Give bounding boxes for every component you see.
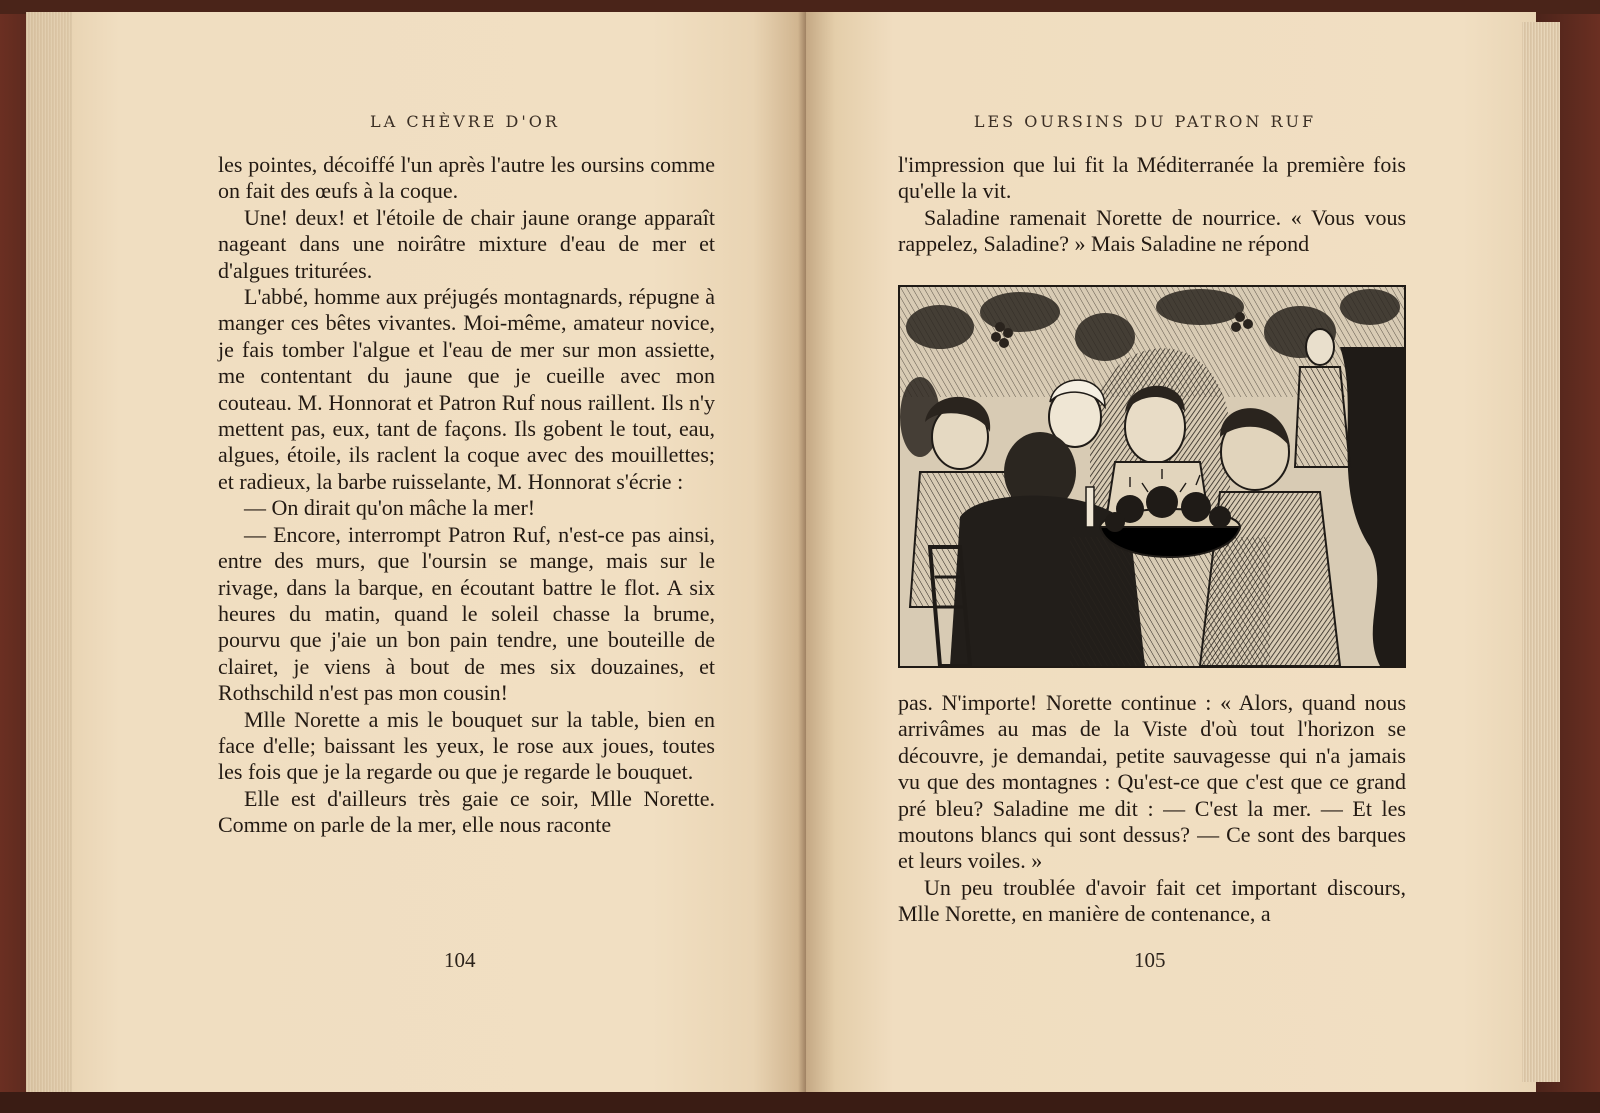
- right-paragraph: Un peu troublée d'avoir fait cet important discours, Mlle Norette, en manière de contenance, a: [898, 874, 1406, 927]
- right-page-edges: [1522, 22, 1560, 1082]
- left-paragraph: — On dirait qu'on mâche la mer!: [244, 495, 536, 521]
- left-paragraph: Une! deux! et l'étoile de chair jaune orange apparaît nageant dans une noirâtre mixture d'eau de mer et d'algues triturées.: [218, 204, 715, 283]
- left-paragraph: — Encore, interrompt Patron Ruf, n'est-ce pas ainsi, entre des murs, que l'oursin se mange, mais sur le rivage, dans la barque, en écoutant battre le flot. A six heures du matin, quand le soleil chasse la brume, pourvu que j'aie un bon pain tendre, une bouteille de clairet, je viens à bout de mes six douzaines, et Rothschild n'est pas mon cousin!: [218, 521, 715, 706]
- right-text-block-bottom: [898, 690, 1406, 928]
- right-paragraph: Saladine ramenait Norette de nourrice. « Vous vous rappelez, Saladine? » Mais Saladine ne répond: [898, 204, 1406, 257]
- engraving-illustration: [898, 285, 1406, 668]
- right-text-block-top: [898, 152, 1406, 258]
- left-running-head: LA CHÈVRE D'OR: [370, 112, 560, 131]
- left-paragraph: L'abbé, homme aux préjugés montagnards, répugne à manger ces bêtes vivantes. Moi-même, amateur novice, je fais tomber l'algue et l'eau de mer sur mon assiette, me contentant du jaune que je cueille avec mon couteau. M. Honnorat et Patron Ruf nous raillent. Ils n'y mettent pas, eux, tant de façons. Ils gobent le tout, eau, algues, étoile, ils raclent la coque avec des mouillettes; et radieux, la barbe ruisselante, M. Honnorat s'écrie :: [218, 284, 715, 494]
- left-page-edges: [26, 12, 72, 1092]
- right-paragraph: pas. N'importe! Norette continue : « Alors, quand nous arrivâmes au mas de la Viste d'où tout l'horizon se découvre, je demandai, petite sauvagesse qui n'a jamais vu que des montagnes : Qu'est-ce que c'est que ce grand pré bleu? Saladine me dit : — C'est la mer. — Et les moutons blancs qui sont dessus? — Ce sont des barques et leurs voiles. »: [898, 690, 1406, 874]
- right-paragraph: l'impression que lui fit la Méditerranée la première fois qu'elle la vit.: [898, 152, 1406, 204]
- left-paragraph: Elle est d'ailleurs très gaie ce soir, Mlle Norette. Comme on parle de la mer, elle nous raconte: [218, 785, 715, 838]
- cover-edge-bottom: [0, 1092, 1600, 1113]
- left-paragraph: Mlle Norette a mis le bouquet sur la table, bien en face d'elle; baissant les yeux, le rose aux joues, toutes les fois que je la regarde ou que je regarde le bouquet.: [218, 706, 715, 785]
- left-text-block: [218, 152, 715, 839]
- left-page-number: 104: [444, 948, 476, 972]
- engraving-artwork: [900, 287, 1404, 666]
- left-paragraph: les pointes, décoiffé l'un après l'autre les oursins comme on fait des œufs à la coque.: [218, 152, 715, 204]
- right-page-number: 105: [1134, 948, 1166, 972]
- right-running-head: LES OURSINS DU PATRON RUF: [973, 112, 1317, 131]
